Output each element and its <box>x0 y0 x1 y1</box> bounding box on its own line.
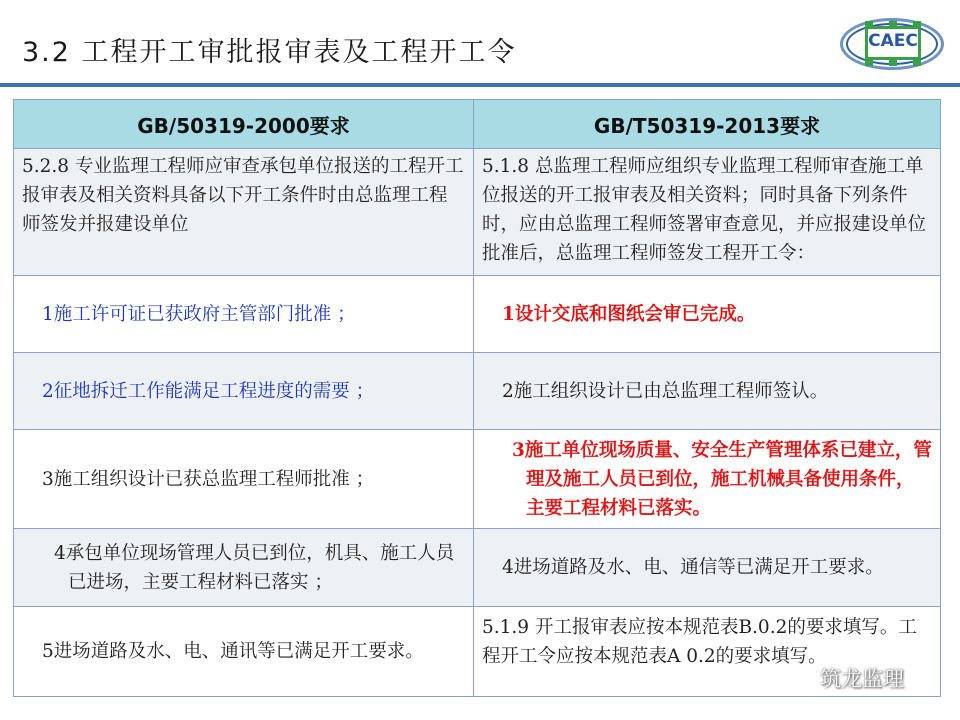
cell-2013-item3 <box>474 430 941 529</box>
cell-2000-item4-text: 4承包单位现场管理人员已到位，机具、施工人员已进场，主要工程材料已落实 ； <box>54 542 455 593</box>
logo-bar <box>889 60 897 66</box>
logo-bar <box>913 60 921 66</box>
logo-text: CAEC <box>868 31 918 51</box>
watermark-text: 筑龙监理 <box>820 667 904 691</box>
cell-2000-item2: 2征地拆迁工作能满足工程进度的需要 ； <box>14 353 474 430</box>
cell-2000-item5: 5进场道路及水、电、通讯等已满足开工要求。 <box>14 607 474 697</box>
table-row <box>14 149 941 276</box>
wechat-icon <box>790 670 814 688</box>
header-gb2000: GB/50319-2000要求 <box>14 100 474 149</box>
slide-title: 3.2 工程开工审批报审表及工程开工令 <box>22 37 517 68</box>
cell-2013-intro: 5.1.8 总监理工程师应组织专业监理工程师审查施工单位报送的开工报审表及相关资料；同时具备下列条件时，应由总监理工程师签署审查意见，并应报建设单位批准后，总监理工程师签发工程开工令： <box>474 149 941 276</box>
cell-2000-item4 <box>14 529 474 607</box>
caec-logo <box>840 12 946 76</box>
table-row <box>14 276 941 353</box>
header-gbt2013: GB/T50319-2013要求 <box>474 100 941 149</box>
table-row <box>14 529 941 607</box>
table-header-row <box>14 100 941 149</box>
cell-2000-item1: 1施工许可证已获政府主管部门批准 ； <box>14 276 474 353</box>
cell-2000-intro: 5.2.8 专业监理工程师应审查承包单位报送的工程开工报审表及相关资料具备以下开工条件时由总监理工程师签发并报建设单位 <box>14 149 474 276</box>
comparison-table <box>13 99 941 697</box>
cell-2000-item3: 3施工组织设计已获总监理工程师批准 ； <box>14 430 474 529</box>
cell-2013-item1: 1设计交底和图纸会审已完成。 <box>474 276 941 353</box>
watermark <box>790 663 904 693</box>
title-divider <box>0 83 960 87</box>
cell-2013-item5: 5.1.9 开工报审表应按本规范表B.0.2的要求填写。工程开工令应按本规范表A 0.2的要求填写。 <box>474 607 941 697</box>
cell-2013-item3-text: 3施工单位现场质量、安全生产管理体系已建立，管理及施工人员已到位，施工机械具备使用条件，主要工程材料已落实。 <box>512 439 932 519</box>
table-row <box>14 430 941 529</box>
table-row <box>14 353 941 430</box>
cell-2013-item4: 4进场道路及水、电、通信等已满足开工要求。 <box>474 529 941 607</box>
logo-bar <box>865 60 873 66</box>
cell-2013-item2: 2施工组织设计已由总监理工程师签认。 <box>474 353 941 430</box>
